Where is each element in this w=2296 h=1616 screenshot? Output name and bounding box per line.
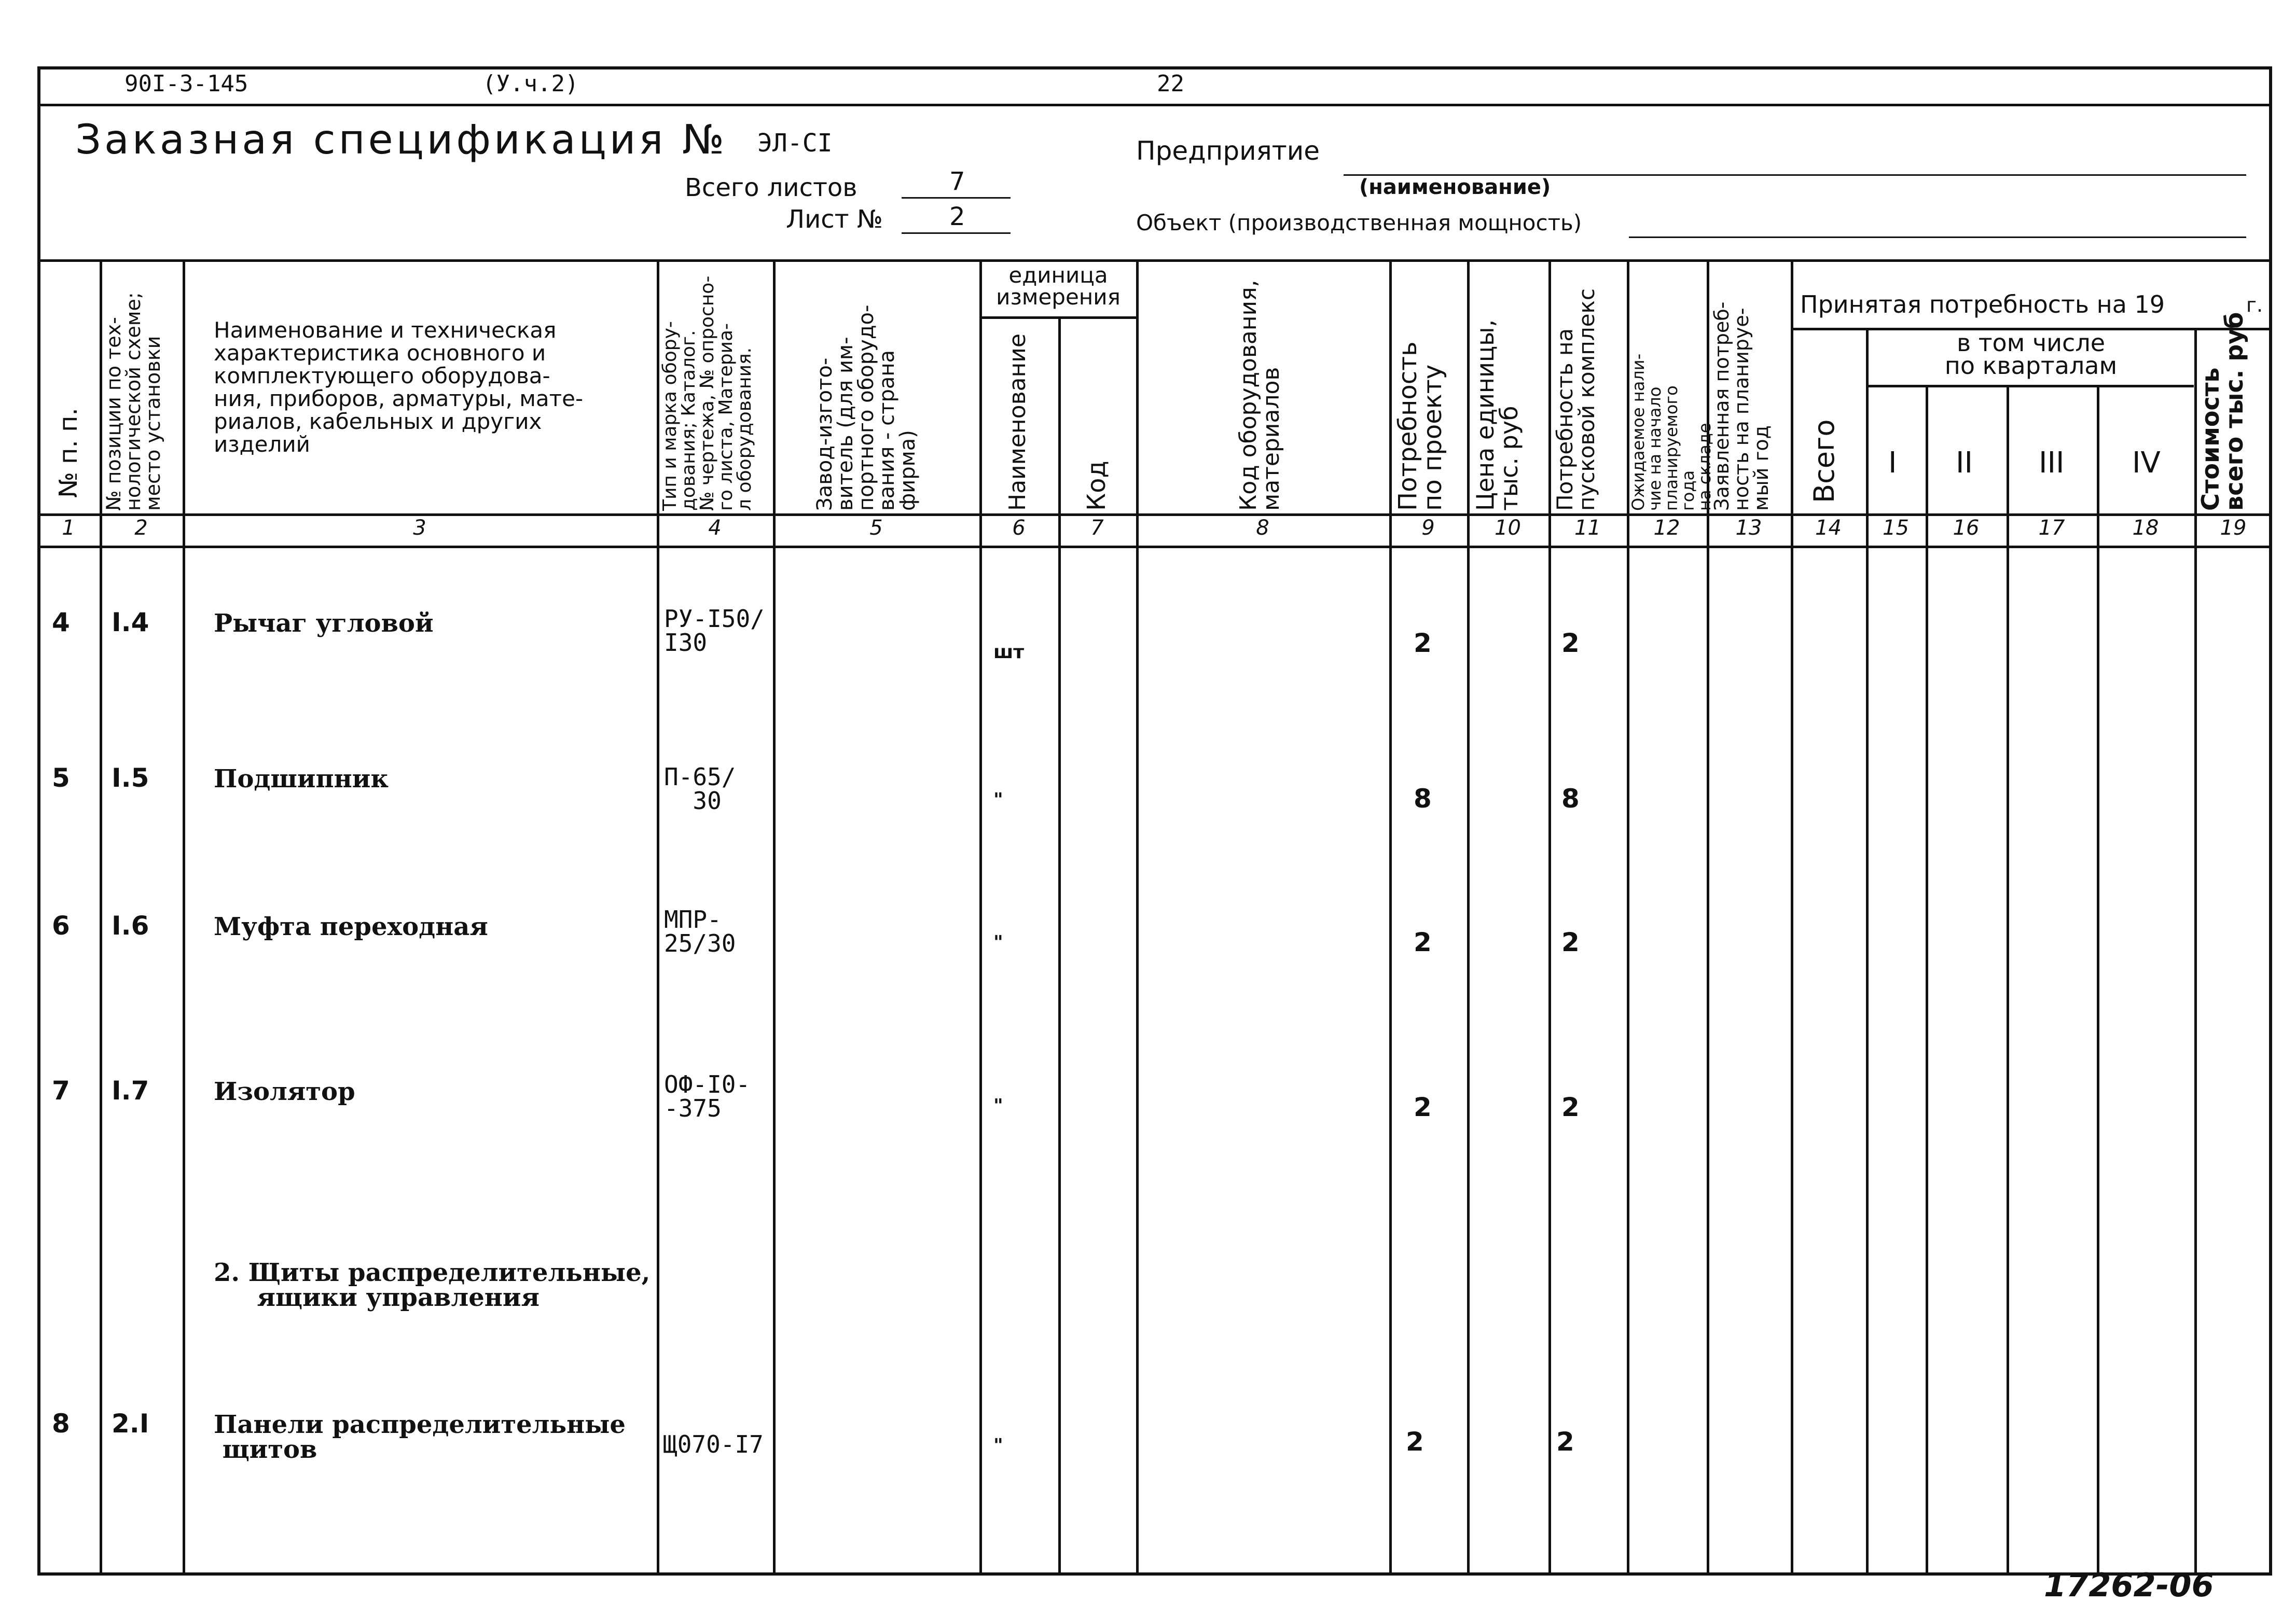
row-position: I.5 [112, 763, 149, 793]
col-line-17 [2097, 385, 2099, 1576]
col-line-13 [1791, 259, 1793, 1576]
row-position: 2.I [112, 1409, 149, 1439]
row-launch: 8 [1561, 784, 1580, 814]
row-position: I.7 [112, 1076, 149, 1106]
header-col-1: № п. п. [54, 408, 83, 498]
row-unit: " [993, 932, 1003, 953]
spec-number: ЭЛ-СI [757, 129, 833, 158]
page-title: Заказная спецификация № [75, 117, 728, 163]
column-number: 13 [1735, 516, 1762, 540]
sheets-total-underline [902, 197, 1011, 199]
column-number: 9 [1421, 516, 1435, 540]
header-col-6: Наименование [1004, 333, 1031, 511]
row-number: 8 [52, 1409, 70, 1439]
row-name: Изолятор [214, 1077, 355, 1106]
column-number: 15 [1883, 516, 1909, 540]
col-line-18 [2194, 328, 2197, 1576]
header-col-14: Всего [1808, 419, 1841, 503]
header-divider [37, 104, 2272, 106]
header-col-11: Потребность на пусковой комплекс [1552, 288, 1599, 511]
row-number: 5 [52, 763, 70, 793]
row-type: ОФ-I0- -375 [664, 1070, 751, 1122]
row-number: 7 [52, 1076, 70, 1106]
sheet-label: Лист № [786, 205, 883, 234]
header-col-12: Ожидаемое нали- чие на начало планируемого года на складе [1628, 353, 1714, 511]
header-col-2: № позиции по тех- нологической схеме; место установки [102, 292, 164, 511]
header-accepted-group: Принятая потребность на 19 [1800, 290, 2165, 318]
column-number: 18 [2132, 516, 2159, 540]
column-number: 11 [1574, 516, 1601, 540]
document-code: 90I-3-145 [125, 71, 248, 97]
col-line-16 [2007, 385, 2009, 1576]
header-quarters-group: в том числе по кварталам [1944, 329, 2118, 380]
row-type: Щ070-I7 [663, 1430, 764, 1458]
enterprise-label: Предприятие [1136, 136, 1320, 166]
column-number: 7 [1090, 516, 1104, 540]
sheets-total-label: Всего листов [685, 173, 857, 202]
row-need: 2 [1414, 628, 1432, 658]
row-unit: " [993, 1095, 1003, 1117]
row-type: МПР- 25/30 [664, 905, 736, 957]
header-col-16: II [1956, 446, 1973, 480]
col-line-5 [979, 259, 982, 1576]
row-need: 8 [1414, 784, 1432, 814]
header-accepted-suffix: г. [2246, 294, 2263, 316]
header-col-10: Цена единицы, тыс. руб [1471, 319, 1523, 511]
sheet-value: 2 [949, 202, 965, 231]
page-number: 22 [1157, 71, 1184, 97]
header-unit-group: единица измерения [996, 262, 1121, 310]
col-line-6 [1058, 316, 1061, 1576]
sheets-total-value: 7 [949, 167, 965, 196]
column-number: 5 [869, 516, 883, 540]
table-top-border [37, 259, 2272, 262]
column-number: 1 [62, 516, 75, 540]
row-need: 2 [1406, 1427, 1424, 1457]
row-name: Подшипник [214, 764, 389, 793]
header-col-5: Завод-изгото- витель (для им- портного оборудо- вания - страна фирма) [813, 304, 920, 511]
col-line-4 [773, 259, 776, 1576]
row-number: 4 [52, 607, 70, 637]
sheet-underline [902, 232, 1011, 234]
object-underline [1629, 236, 2246, 238]
row-launch: 2 [1556, 1427, 1574, 1457]
col-line-10 [1548, 259, 1551, 1576]
column-number: 4 [708, 516, 722, 540]
header-col-8: Код оборудования, материалов [1235, 280, 1284, 511]
row-unit: " [993, 1435, 1003, 1456]
row-type: РУ-I50/ I30 [664, 605, 765, 657]
header-col-4: Тип и марка обору- дования; Каталог. № чертежа, № опросно- го листа, Материа- л оборудования. [659, 275, 755, 511]
object-label: Объект (производственная мощность) [1136, 210, 1582, 235]
header-col-9: Потребность по проекту [1393, 341, 1447, 511]
row-need: 2 [1414, 1092, 1432, 1122]
col-line-15 [1926, 385, 1928, 1576]
column-number: 12 [1653, 516, 1680, 540]
enterprise-note: (наименование) [1359, 175, 1551, 199]
column-number: 8 [1256, 516, 1269, 540]
footer-code: 17262-06 [2044, 1566, 2214, 1604]
col-line-8 [1389, 259, 1392, 1576]
column-number: 19 [2220, 516, 2247, 540]
column-number: 14 [1815, 516, 1842, 540]
header-col-7: Код [1082, 461, 1111, 511]
col-line-14 [1866, 328, 1869, 1576]
row-launch: 2 [1561, 1092, 1580, 1122]
header-col-18: IV [2132, 446, 2161, 480]
column-number: 10 [1495, 516, 1521, 540]
column-number: 16 [1953, 516, 1980, 540]
header-col-17: III [2039, 446, 2065, 480]
column-number: 2 [134, 516, 148, 540]
col-line-2 [183, 259, 185, 1576]
row-need: 2 [1414, 927, 1432, 957]
column-number: 17 [2038, 516, 2065, 540]
row-unit: " [993, 789, 1003, 811]
header-col-3: Наименование и техническая характеристика основного и комплектующего оборудова- ния, приборов, арматуры, мате- риалов, кабельных и других изделий [214, 317, 584, 457]
column-number: 6 [1012, 516, 1026, 540]
row-position: I.6 [112, 911, 149, 941]
header-col-15: I [1888, 446, 1897, 480]
quarters-group-divider [1866, 385, 2194, 387]
row-name: Рычаг угловой [214, 609, 434, 638]
column-numbers-bottom [37, 546, 2272, 548]
col-line-7 [1136, 259, 1139, 1576]
row-position: I.4 [112, 607, 149, 637]
row-launch: 2 [1561, 628, 1580, 658]
column-number: 3 [413, 516, 426, 540]
header-col-19: Стоимость всего тыс. руб [2196, 312, 2248, 511]
col-line-9 [1467, 259, 1470, 1576]
unit-group-divider [979, 316, 1136, 319]
row-launch: 2 [1561, 927, 1580, 957]
row-name: Панели распределительные щитов [214, 1410, 626, 1464]
document-part: (У.ч.2) [482, 71, 579, 97]
row-name: Муфта переходная [214, 912, 488, 941]
section-heading: 2. Щиты распределительные, ящики управления [214, 1258, 651, 1312]
row-unit: шт [993, 642, 1025, 663]
row-number: 6 [52, 911, 70, 941]
header-col-13: Заявленная потреб- ность на планируе- мый год [1710, 301, 1773, 511]
row-type: П-65/ 30 [664, 763, 736, 815]
